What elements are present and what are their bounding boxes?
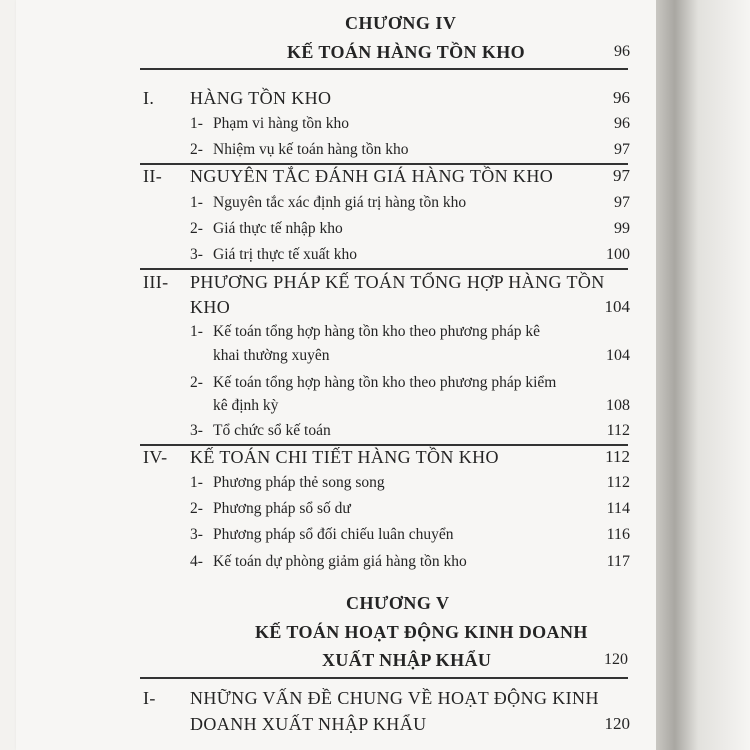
chapter-v-title-line2: XUẤT NHẬP KHẨU bbox=[322, 650, 492, 670]
item-text: Nguyên tắc xác định giá trị hàng tồn kho bbox=[213, 194, 467, 211]
item-page: 96 bbox=[614, 115, 630, 132]
item-text: Nhiệm vụ kế toán hàng tồn kho bbox=[213, 141, 409, 158]
chapter-iv-heading: CHƯƠNG IV bbox=[345, 13, 457, 33]
item-page: 114 bbox=[606, 500, 630, 517]
item-number: 2- bbox=[190, 500, 203, 517]
section-page: 104 bbox=[604, 297, 630, 316]
section-rule bbox=[140, 268, 628, 270]
item-page: 97 bbox=[614, 194, 630, 211]
section-title-line2: DOANH XUẤT NHẬP KHẨU bbox=[190, 714, 427, 734]
section-page: 97 bbox=[613, 166, 630, 185]
chapter-v-title-line1: KẾ TOÁN HOẠT ĐỘNG KINH DOANH bbox=[255, 622, 588, 642]
chapter-v-page: 120 bbox=[604, 651, 628, 668]
section-numeral: II- bbox=[143, 166, 163, 186]
item-number: 2- bbox=[190, 374, 203, 391]
section-numeral: I- bbox=[143, 688, 156, 708]
item-text-line1: Kế toán tổng hợp hàng tồn kho theo phương pháp kiểm bbox=[213, 374, 557, 391]
item-page: 117 bbox=[606, 553, 630, 570]
item-number: 3- bbox=[190, 422, 203, 439]
item-text: Phạm vi hàng tồn kho bbox=[213, 115, 350, 132]
item-number: 1- bbox=[190, 115, 203, 132]
section-title: NGUYÊN TẮC ĐÁNH GIÁ HÀNG TỒN KHO bbox=[190, 166, 554, 186]
page-edge-shadow bbox=[656, 0, 750, 750]
item-page: 108 bbox=[606, 397, 630, 414]
item-text: Kế toán dự phòng giảm giá hàng tồn kho bbox=[213, 553, 467, 570]
section-numeral: IV- bbox=[143, 447, 168, 467]
item-text: Phương pháp thẻ song song bbox=[213, 474, 385, 491]
section-rule bbox=[140, 444, 628, 446]
item-text: Phương pháp sổ số dư bbox=[213, 500, 351, 517]
chapter-iv-rule bbox=[140, 68, 628, 70]
item-page: 112 bbox=[606, 422, 630, 439]
item-number: 3- bbox=[190, 526, 203, 543]
section-title-line1: NHỮNG VẤN ĐỀ CHUNG VỀ HOẠT ĐỘNG KINH bbox=[190, 688, 599, 708]
item-page: 116 bbox=[606, 526, 630, 543]
item-text-line1: Kế toán tổng hợp hàng tồn kho theo phương pháp kê bbox=[213, 323, 540, 340]
item-page: 112 bbox=[606, 474, 630, 491]
section-title-line2: KHO bbox=[190, 297, 231, 317]
chapter-iv-title: KẾ TOÁN HÀNG TỒN KHO bbox=[287, 42, 526, 62]
section-rule bbox=[140, 163, 628, 165]
item-page: 100 bbox=[606, 246, 630, 263]
item-page: 97 bbox=[614, 141, 630, 158]
item-number: 1- bbox=[190, 323, 203, 340]
item-text: Giá thực tế nhập kho bbox=[213, 220, 343, 237]
chapter-iv-page: 96 bbox=[614, 43, 630, 60]
item-number: 1- bbox=[190, 474, 203, 491]
item-page: 104 bbox=[606, 347, 630, 364]
section-title-line1: PHƯƠNG PHÁP KẾ TOÁN TỔNG HỢP HÀNG TỒN bbox=[190, 272, 605, 292]
section-page: 120 bbox=[604, 714, 630, 733]
item-number: 1- bbox=[190, 194, 203, 211]
section-page: 96 bbox=[613, 88, 630, 107]
item-text-line2: khai thường xuyên bbox=[213, 347, 330, 364]
item-number: 2- bbox=[190, 220, 203, 237]
item-text: Tổ chức sổ kế toán bbox=[213, 422, 331, 439]
section-numeral: I. bbox=[143, 88, 155, 108]
item-text-line2: kê định kỳ bbox=[213, 397, 279, 414]
chapter-v-rule bbox=[140, 677, 628, 679]
item-text: Giá trị thực tế xuất kho bbox=[213, 246, 357, 263]
item-text: Phương pháp sổ đối chiếu luân chuyển bbox=[213, 526, 454, 543]
chapter-v-heading: CHƯƠNG V bbox=[346, 593, 450, 613]
section-title: KẾ TOÁN CHI TIẾT HÀNG TỒN KHO bbox=[190, 447, 499, 467]
section-page: 112 bbox=[605, 447, 630, 466]
section-title: HÀNG TỒN KHO bbox=[190, 88, 332, 108]
item-page: 99 bbox=[614, 220, 630, 237]
item-number: 2- bbox=[190, 141, 203, 158]
section-numeral: III- bbox=[143, 272, 169, 292]
item-number: 3- bbox=[190, 246, 203, 263]
item-number: 4- bbox=[190, 553, 203, 570]
